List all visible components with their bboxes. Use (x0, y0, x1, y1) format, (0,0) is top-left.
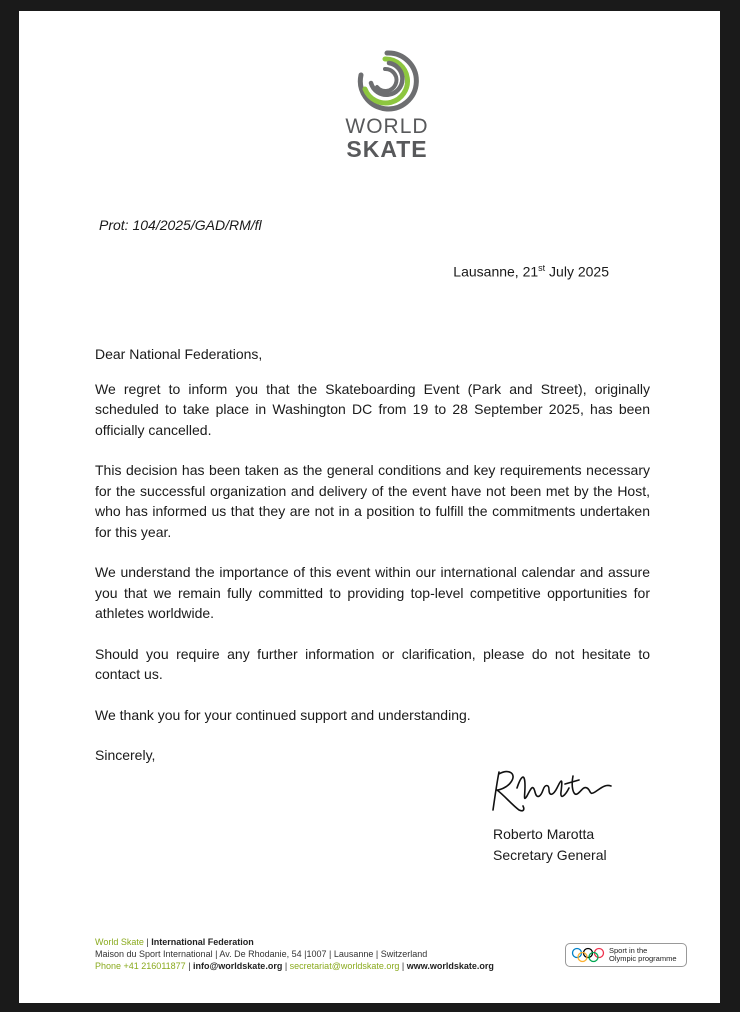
paragraph: We understand the importance of this event within our international calendar and assure you that we remain fully committed to providing top-level competitive opportunities for athletes worldwide. (95, 564, 650, 621)
footer-email-secretariat[interactable]: secretariat@worldskate.org (289, 961, 400, 971)
protocol-number: Prot: 104/2025/GAD/RM/fl (99, 217, 262, 233)
footer-org: World Skate (95, 937, 144, 947)
world-skate-swirl-icon (355, 49, 419, 113)
place-and-date (453, 263, 609, 280)
signer-block (493, 824, 607, 865)
letter-page (19, 11, 720, 1003)
date-place: Lausanne, 21 (453, 263, 539, 280)
footer-line-1 (95, 936, 494, 948)
paragraph: We thank you for your continued support and understanding. (95, 706, 471, 723)
olympic-rings-icon (571, 947, 605, 963)
date-month-year: July 2025 (545, 263, 609, 280)
footer-org-type: International Federation (151, 937, 254, 947)
footer-separator: | (399, 961, 407, 971)
footer-phone: Phone +41 216011877 (95, 961, 186, 971)
footer-email-info[interactable]: info@worldskate.org (193, 961, 283, 971)
paragraph: We regret to inform you that the Skateboarding Event (Park and Street), originally scheduled to take place in Washington DC from 19 to 28 September 2025, has been officially cancelled. (95, 380, 650, 438)
footer-separator: | (282, 961, 290, 971)
letter-body (95, 344, 650, 786)
letterhead-footer (95, 936, 494, 972)
paragraph: Should you require any further information or clarification, please do not hesitate to contact us. (95, 645, 650, 682)
olympic-programme-text (609, 947, 677, 963)
footer-address: Maison du Sport International | Av. De Rhodanie, 54 |1007 | Lausanne | Switzerland (95, 949, 428, 959)
signer-name: Roberto Marotta (493, 826, 595, 842)
handwritten-signature (487, 766, 617, 823)
olympic-programme-badge (565, 943, 687, 967)
olympic-text-line-1: Sport in the (609, 946, 648, 955)
footer-separator: | (143, 937, 152, 947)
salutation: Dear National Federations, (95, 346, 263, 362)
world-skate-logo (337, 49, 437, 161)
paragraph: This decision has been taken as the general conditions and key requirements necessary for the successful organization and delivery of the event have not been met by the Host, who has informed us that they are not in a position to fulfill the commitments undertaken for this year. (95, 462, 650, 540)
date-suffix: st (538, 263, 546, 273)
footer-website[interactable]: www.worldskate.org (406, 961, 494, 971)
footer-separator: | (185, 961, 194, 971)
logo-word-world: WORLD (345, 115, 429, 138)
footer-line-3 (95, 960, 494, 972)
signer-title: Secretary General (493, 846, 607, 863)
logo-word-skate: SKATE (346, 136, 428, 162)
olympic-text-line-2: Olympic programme (609, 954, 677, 963)
closing: Sincerely, (95, 747, 156, 763)
